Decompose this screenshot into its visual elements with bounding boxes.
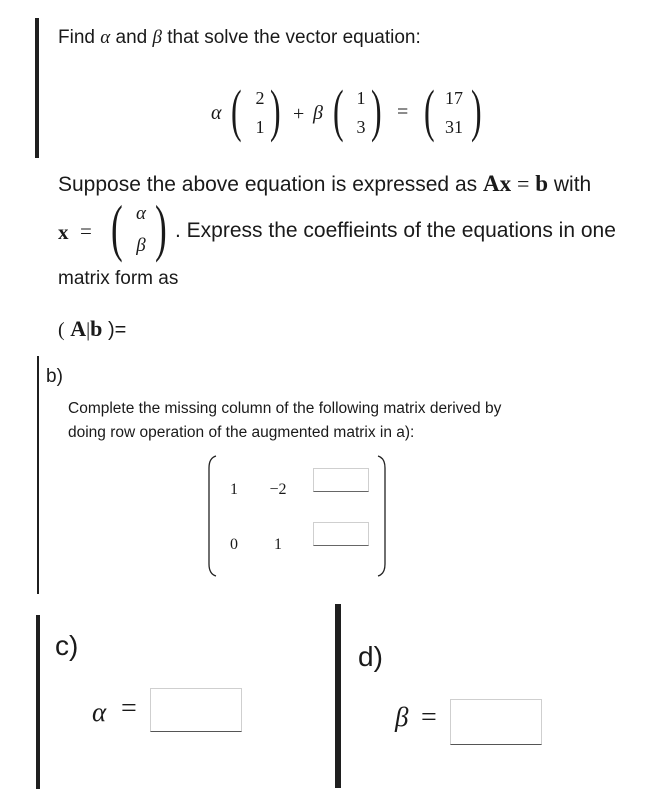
v2-bottom: 3 bbox=[356, 117, 366, 137]
v2-top: 1 bbox=[356, 88, 366, 108]
matrix-r1c1: 1 bbox=[230, 481, 238, 498]
alpha-symbol: α bbox=[100, 27, 111, 48]
rhs-open-paren: ( bbox=[424, 78, 435, 143]
part-c-label: c) bbox=[55, 630, 79, 661]
v1-open-paren: ( bbox=[231, 78, 242, 143]
x-symbol: x bbox=[58, 220, 69, 244]
rhs-top: 17 bbox=[445, 88, 463, 108]
x-open-paren: ( bbox=[111, 192, 123, 263]
part-b-label: b) bbox=[46, 366, 63, 387]
v2-close-paren: ) bbox=[371, 78, 382, 143]
v2-open-paren: ( bbox=[333, 78, 344, 143]
matrix-r1c2: −2 bbox=[269, 481, 287, 498]
x-equals: = bbox=[80, 219, 92, 243]
row-op-matrix bbox=[205, 452, 390, 580]
part-d-left-bar bbox=[335, 604, 341, 788]
Ax-symbol: Ax bbox=[482, 171, 512, 196]
matrix-r2c3-input[interactable] bbox=[313, 522, 369, 546]
augmented-matrix-label: ( A|b )= bbox=[58, 316, 127, 341]
part-d-label: d) bbox=[358, 641, 383, 672]
matrix-r1c3-input[interactable] bbox=[313, 468, 369, 492]
eq-plus: + bbox=[293, 103, 305, 125]
x-top-alpha: α bbox=[136, 203, 146, 224]
matrix-left-bracket bbox=[205, 452, 219, 580]
part-b-left-bar bbox=[37, 356, 39, 594]
matrix-right-bracket bbox=[375, 452, 389, 580]
x-close-paren: ) bbox=[155, 192, 167, 263]
eq-equals: = bbox=[397, 101, 409, 123]
express-text: . Express the coeffieints of the equations in one bbox=[175, 219, 616, 242]
v1-bottom: 1 bbox=[255, 117, 265, 137]
part-d-beta-symbol: β bbox=[395, 702, 409, 732]
part-c-left-bar bbox=[36, 615, 40, 789]
beta-symbol: β bbox=[152, 27, 162, 48]
part-a-prompt: Find α and β that solve the vector equation: bbox=[58, 27, 421, 48]
v1-top: 2 bbox=[255, 88, 265, 108]
rhs-close-paren: ) bbox=[471, 78, 482, 143]
part-b-instruction-1: Complete the missing column of the following matrix derived by bbox=[68, 400, 502, 417]
matrix-form-text: matrix form as bbox=[58, 268, 179, 289]
matrix-r2c2: 1 bbox=[274, 536, 282, 553]
rhs-bottom: 31 bbox=[445, 117, 463, 137]
aug-b-symbol: b bbox=[90, 316, 103, 341]
part-c-equals: = bbox=[121, 693, 137, 724]
aug-A-symbol: A bbox=[70, 316, 87, 341]
b-symbol: b bbox=[535, 171, 549, 196]
part-d-equals: = bbox=[421, 702, 437, 733]
suppose-line: Suppose the above equation is expressed as Ax = b with bbox=[58, 171, 592, 196]
part-b-instruction-2: doing row operation of the augmented matrix in a): bbox=[68, 424, 415, 441]
vector-equation bbox=[0, 0, 657, 160]
v1-close-paren: ) bbox=[270, 78, 281, 143]
beta-input[interactable] bbox=[450, 699, 542, 745]
alpha-input[interactable] bbox=[150, 688, 242, 732]
eq-coef-beta: β bbox=[313, 102, 323, 124]
matrix-r2c1: 0 bbox=[230, 536, 238, 553]
eq-coef-alpha: α bbox=[211, 102, 222, 124]
part-c-alpha-symbol: α bbox=[92, 697, 107, 727]
x-bottom-beta: β bbox=[136, 235, 146, 256]
